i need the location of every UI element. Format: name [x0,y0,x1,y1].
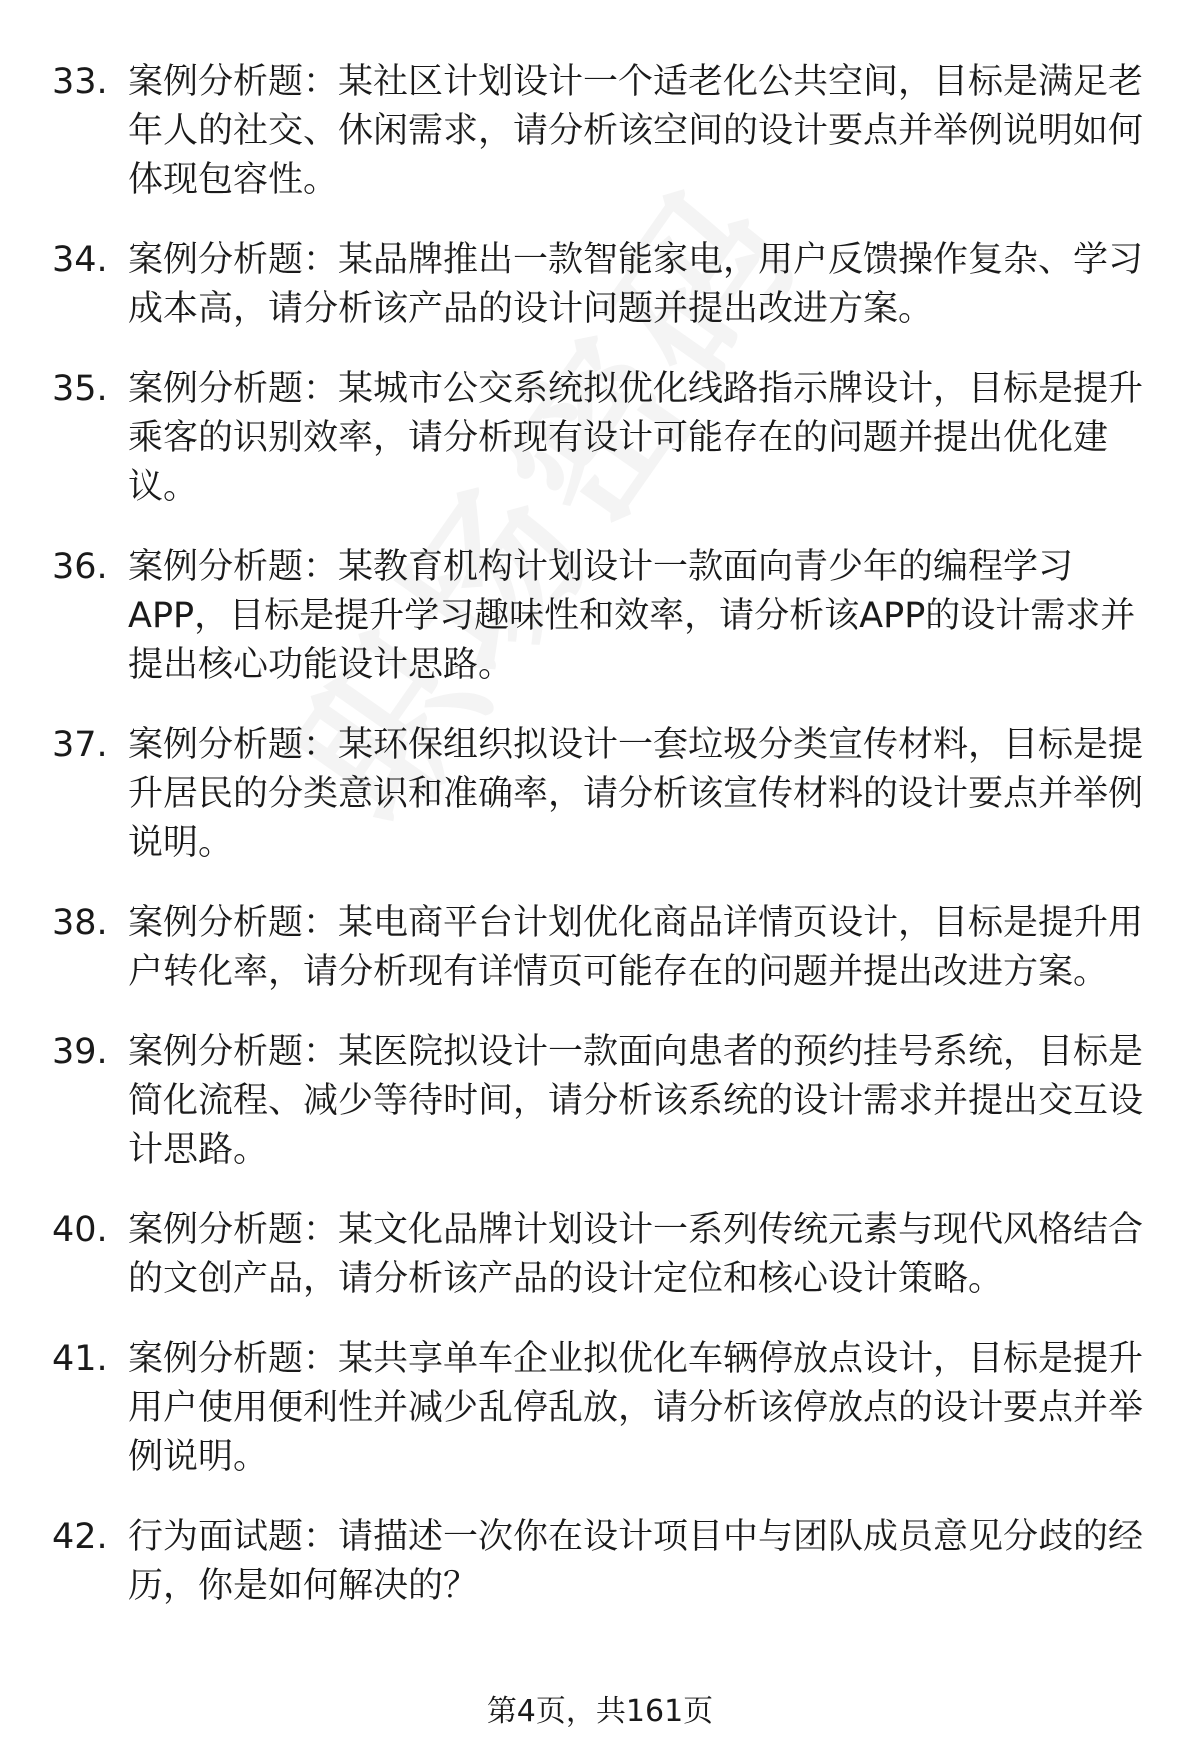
question-number: 42. [52,1517,108,1557]
question-item [52,1335,1152,1482]
question-item [52,899,1152,997]
question-item [52,365,1152,512]
question-number: 37. [52,725,108,765]
question-number: 39. [52,1032,108,1072]
question-text: 案例分析题：某品牌推出一款智能家电，用户反馈操作复杂、学习成本高，请分析该产品的设计问题并提出改进方案。 [128,240,1144,329]
question-number: 34. [52,240,108,280]
question-number: 35. [52,369,108,409]
question-text: 案例分析题：某教育机构计划设计一款面向青少年的编程学习APP，目标是提升学习趣味性和效率，请分析该APP的设计需求并提出核心功能设计思路。 [128,547,1136,685]
question-text: 案例分析题：某文化品牌计划设计一系列传统元素与现代风格结合的文创产品，请分析该产品的设计定位和核心设计策略。 [128,1210,1144,1299]
question-list [52,58,1152,1642]
question-text: 案例分析题：某环保组织拟设计一套垃圾分类宣传材料，目标是提升居民的分类意识和准确率，请分析该宣传材料的设计要点并举例说明。 [128,725,1144,863]
question-item [52,1206,1152,1304]
question-text: 案例分析题：某共享单车企业拟优化车辆停放点设计，目标是提升用户使用便利性并减少乱停乱放，请分析该停放点的设计要点并举例说明。 [128,1339,1144,1477]
page-footer: 第4页，共161页 [486,1694,714,1729]
question-item [52,721,1152,868]
question-number: 41. [52,1339,108,1379]
question-text: 案例分析题：某城市公交系统拟优化线路指示牌设计，目标是提升乘客的识别效率，请分析现有设计可能存在的问题并提出优化建议。 [128,369,1144,507]
question-text: 案例分析题：某电商平台计划优化商品详情页设计，目标是提升用户转化率，请分析现有详情页可能存在的问题并提出改进方案。 [128,903,1144,992]
question-text: 案例分析题：某社区计划设计一个适老化公共空间，目标是满足老年人的社交、休闲需求，请分析该空间的设计要点并举例说明如何体现包容性。 [128,62,1144,200]
question-item [52,58,1152,205]
question-number: 40. [52,1210,108,1250]
question-item [52,236,1152,334]
question-number: 36. [52,547,108,587]
question-item [52,1028,1152,1175]
question-number: 33. [52,62,108,102]
question-item [52,1513,1152,1611]
question-text: 行为面试题：请描述一次你在设计项目中与团队成员意见分歧的经历，你是如何解决的？ [128,1517,1144,1606]
question-number: 38. [52,903,108,943]
question-text: 案例分析题：某医院拟设计一款面向患者的预约挂号系统，目标是简化流程、减少等待时间，请分析该系统的设计需求并提出交互设计思路。 [128,1032,1144,1170]
question-item [52,543,1152,690]
